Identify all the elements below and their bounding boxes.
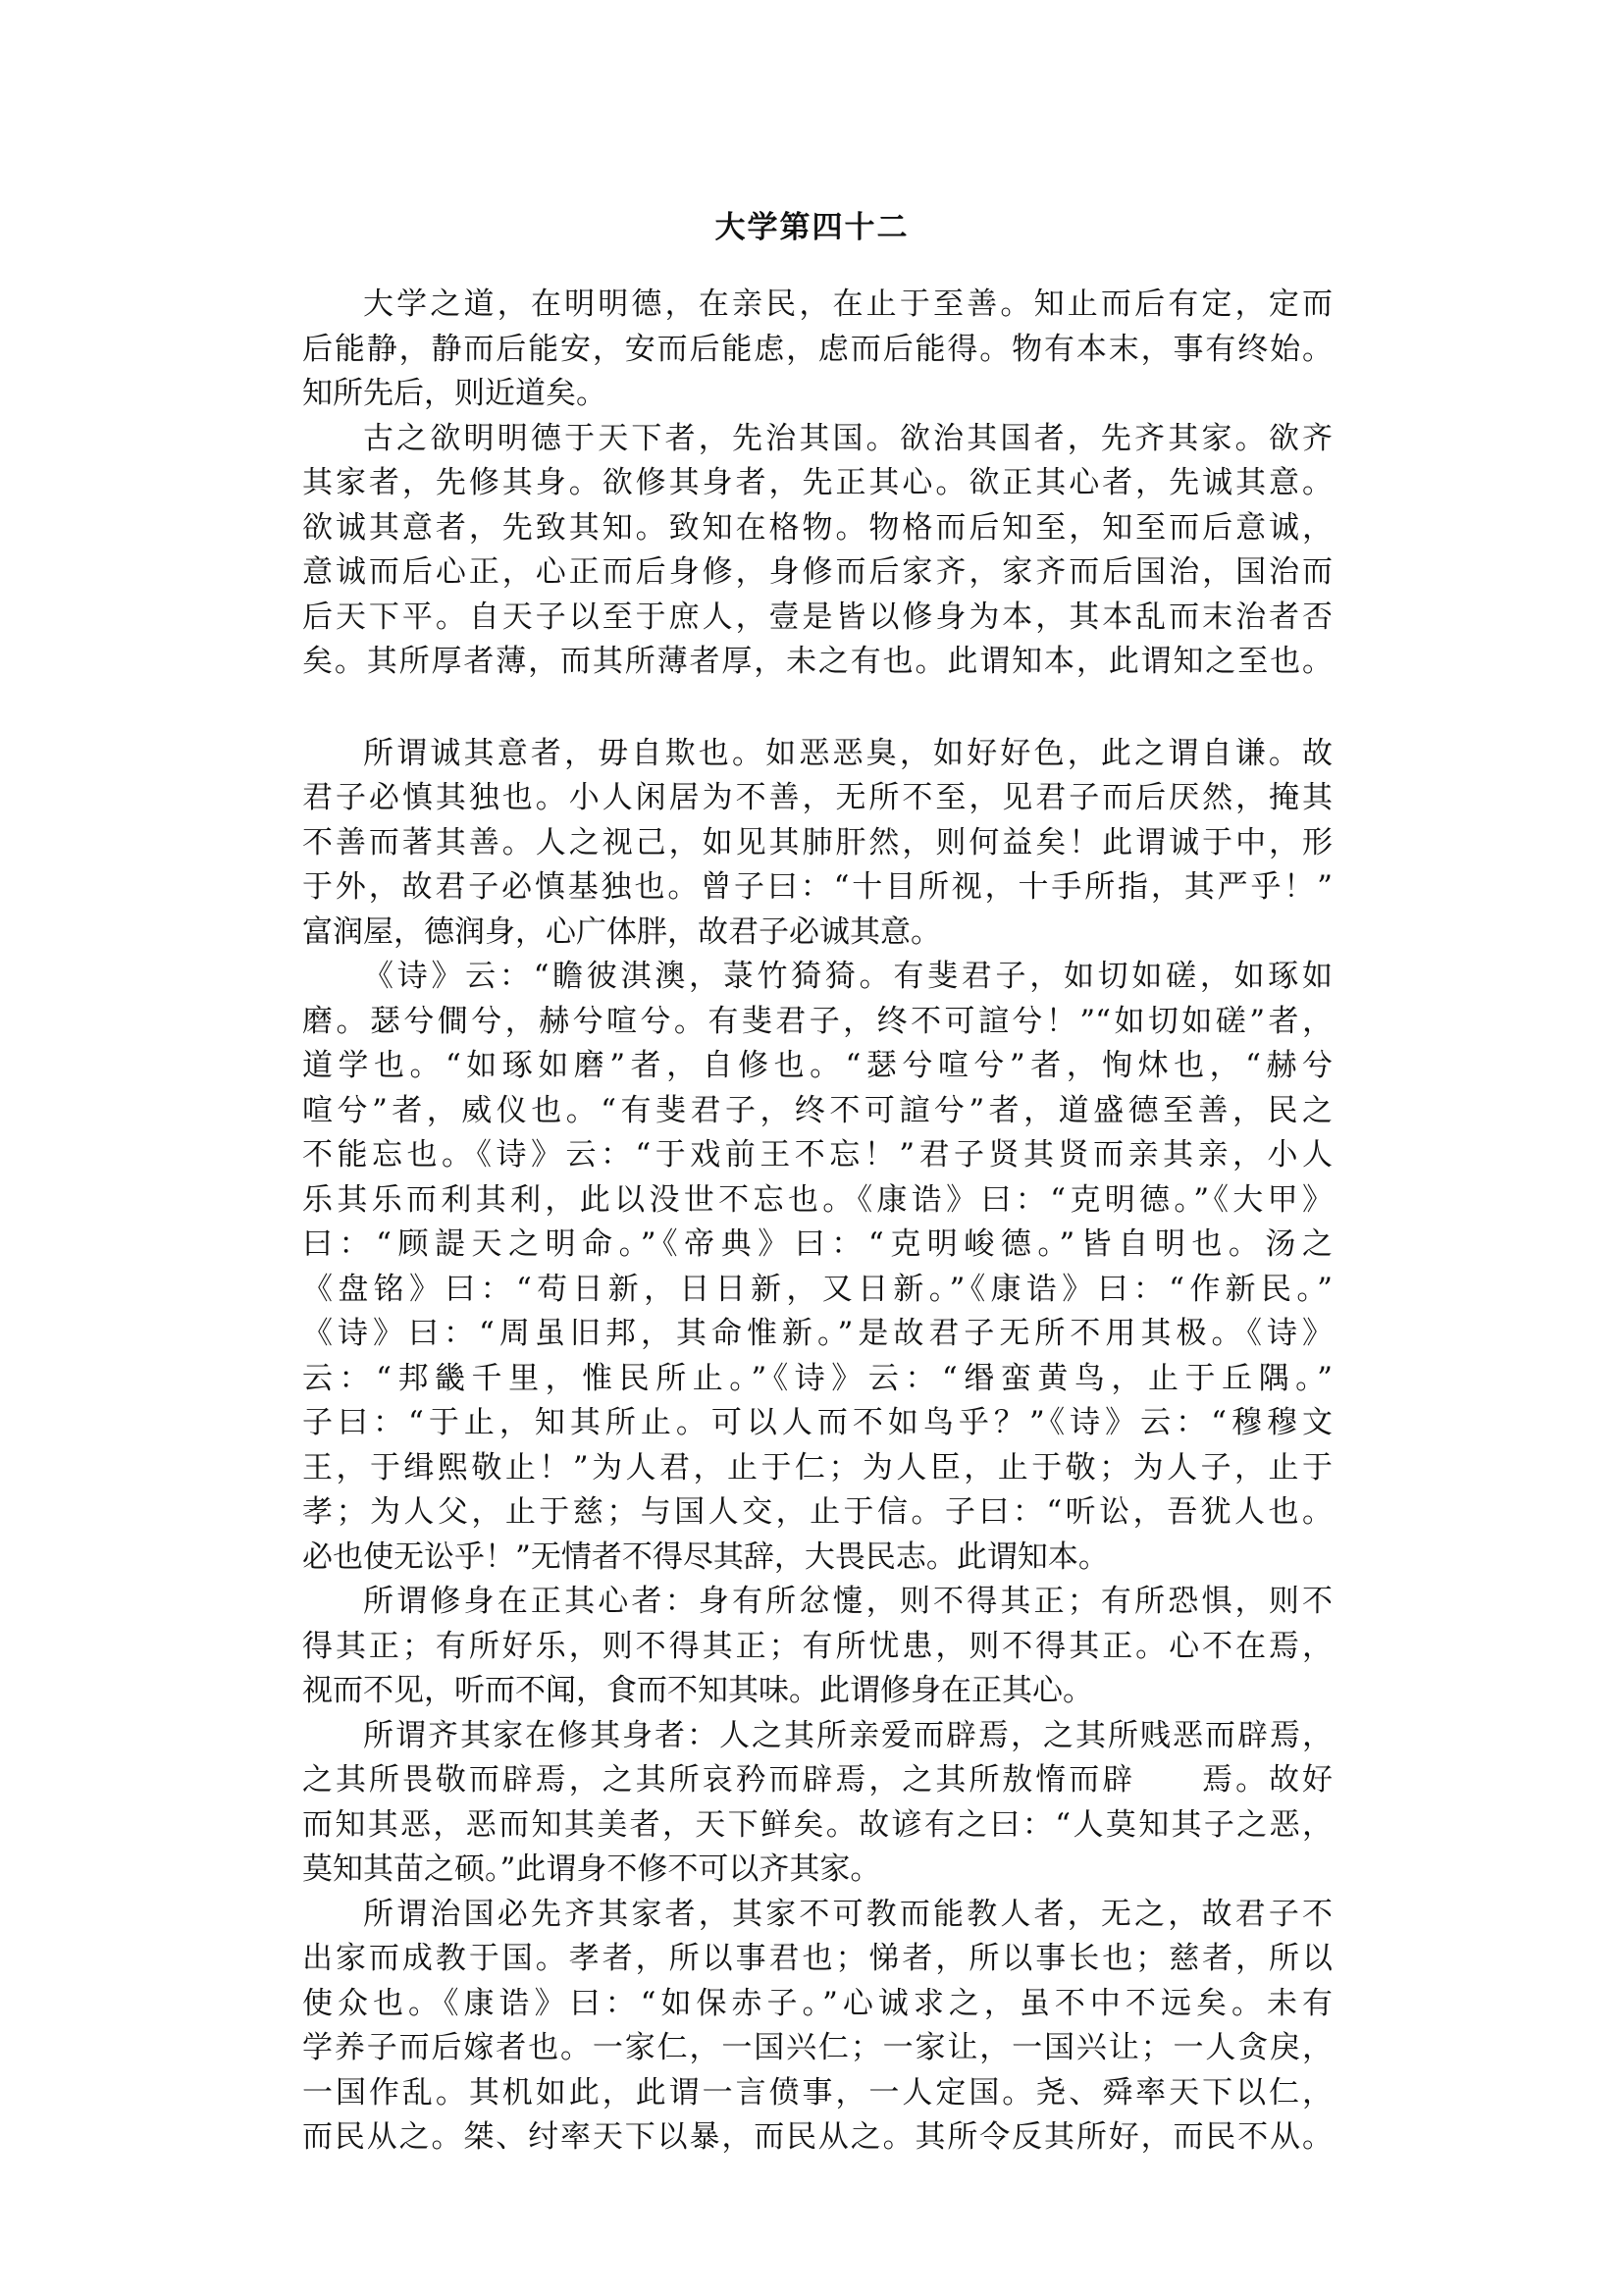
text-line: 《诗》云：“瞻彼淇澳，菉竹猗猗。有斐君子，如切如磋，如琢如 <box>363 959 1333 994</box>
text-line: 意诚而后心正，心正而后身修，身修而后家齐，家齐而后国治，国治而 <box>302 554 1333 590</box>
text-line: 古之欲明明德于天下者，先治其国。欲治其国者，先齐其家。欲齐 <box>363 420 1333 456</box>
text-line: 而民从之。桀、纣率天下以暴，而民从之。其所令反其所好，而民不从。 <box>302 2119 1333 2155</box>
paragraph-5 <box>302 1580 1333 1714</box>
text-line: 之其所畏敬而辟焉，之其所哀矜而辟焉，之其所敖惰而辟 焉。故好 <box>302 1762 1333 1798</box>
text-line: 欲诚其意者，先致其知。致知在格物。物格而后知至，知至而后意诚， <box>302 509 1333 546</box>
text-line: 矣。其所厚者薄，而其所薄者厚，未之有也。此谓知本，此谓知之至也。 <box>302 644 1333 679</box>
document-body <box>302 283 1333 2161</box>
text-line: 必也使无讼乎！”无情者不得尽其辞，大畏民志。此谓知本。 <box>302 1538 1109 1575</box>
text-line: 其家者，先修其身。欲修其身者，先正其心。欲正其心者，先诚其意。 <box>302 465 1333 500</box>
paragraph-1 <box>302 283 1333 417</box>
text-line: 而知其恶，恶而知其美者，天下鲜矣。故谚有之曰：“人莫知其子之恶， <box>302 1806 1333 1843</box>
text-line: 富润屋，德润身，心广体胖，故君子必诚其意。 <box>302 913 941 950</box>
text-line: 使众也。《康诰》曰：“如保赤子。”心诚求之，虽不中不远矣。未有 <box>302 1985 1333 2021</box>
text-line: 孝；为人父，止于慈；与国人交，止于信。子曰：“听讼，吾犹人也。 <box>302 1494 1333 1530</box>
text-line: 莫知其苗之硕。”此谓身不修不可以齐其家。 <box>302 1851 881 1887</box>
text-line: 云：“邦畿千里，惟民所止。”《诗》云：“缗蛮黄鸟，止于丘隅。” <box>302 1360 1333 1396</box>
text-line: 乐其乐而利其利，此以没世不忘也。《康诰》曰：“克明德。”《大甲》 <box>302 1181 1333 1218</box>
text-line: 道学也。“如琢如磨”者，自修也。“瑟兮喧兮”者，恂炑也，“赫兮 <box>302 1048 1333 1083</box>
text-line: 《诗》曰：“周虽旧邦，其命惟新。”是故君子无所不用其极。《诗》 <box>302 1316 1333 1351</box>
text-line: 不善而著其善。人之视己，如见其肺肝然，则何益矣！此谓诚于中，形 <box>302 824 1333 860</box>
text-line: 所谓修身在正其心者：身有所忿懥，则不得其正；有所恐惧，则不 <box>363 1584 1333 1619</box>
text-line: 喧兮”者，威仪也。“有斐君子，终不可諠兮”者，道盛德至善，民之 <box>302 1092 1333 1128</box>
paragraph-6 <box>302 1714 1333 1893</box>
text-line: 所谓齐其家在修其身者：人之其所亲爱而辟焉，之其所贱恶而辟焉， <box>363 1717 1333 1753</box>
text-line: 于外，故君子必慎基独也。曾子曰：“十目所视，十手所指，其严乎！” <box>302 869 1333 905</box>
text-line: 所谓治国必先齐其家者，其家不可教而能教人者，无之，故君子不 <box>363 1896 1333 1932</box>
paragraph-7 <box>302 1893 1333 2161</box>
text-line: 知所先后，则近道矣。 <box>302 376 606 411</box>
text-line: 学养子而后嫁者也。一家仁，一国兴仁；一家让，一国兴让；一人贪戾， <box>302 2030 1333 2065</box>
paragraph-2 <box>302 417 1333 685</box>
text-line: 出家而成教于国。孝者，所以事君也；悌者，所以事长也；慈者，所以 <box>302 1941 1333 1976</box>
text-line: 后能静，静而后能安，安而后能虑，虑而后能得。物有本末，事有终始。 <box>302 331 1333 367</box>
text-line: 君子必慎其独也。小人闲居为不善，无所不至，见君子而后厌然，掩其 <box>302 780 1333 815</box>
text-line: 一国作乱。其机如此，此谓一言偾事，一人定国。尧、舜率天下以仁， <box>302 2074 1333 2111</box>
paragraph-spacer <box>302 685 1333 732</box>
text-line: 磨。瑟兮僴兮，赫兮喧兮。有斐君子，终不可諠兮！”“如切如磋”者， <box>302 1003 1333 1039</box>
text-line: 王，于缉熙敬止！”为人君，止于仁；为人臣，止于敬；为人子，止于 <box>302 1449 1333 1486</box>
text-line: 视而不见，听而不闻，食而不知其味。此谓修身在正其心。 <box>302 1673 1093 1708</box>
paragraph-4 <box>302 955 1333 1580</box>
paragraph-3 <box>302 732 1333 956</box>
text-line: 大学之道，在明明德，在亲民，在止于至善。知止而后有定，定而 <box>363 287 1333 322</box>
text-line: 子曰：“于止，知其所止。可以人而不如鸟乎？”《诗》云：“穆穆文 <box>302 1405 1333 1440</box>
text-line: 所谓诚其意者，毋自欺也。如恶恶臭，如好好色，此之谓自谦。故 <box>363 735 1333 771</box>
text-line: 得其正；有所好乐，则不得其正；有所忧患，则不得其正。心不在焉， <box>302 1628 1333 1664</box>
text-line: 后天下平。自天子以至于庶人，壹是皆以修身为本，其本乱而末治者否 <box>302 599 1333 635</box>
text-line: 曰：“顾諟天之明命。”《帝典》曰：“克明峻德。”皆自明也。汤之 <box>302 1226 1333 1262</box>
text-line: 《盘铭》曰：“苟日新，日日新，又日新。”《康诰》曰：“作新民。” <box>302 1271 1333 1307</box>
page-title: 大学第四十二 <box>714 210 910 245</box>
text-line: 不能忘也。《诗》云：“于戏前王不忘！”君子贤其贤而亲其亲，小人 <box>302 1137 1333 1173</box>
